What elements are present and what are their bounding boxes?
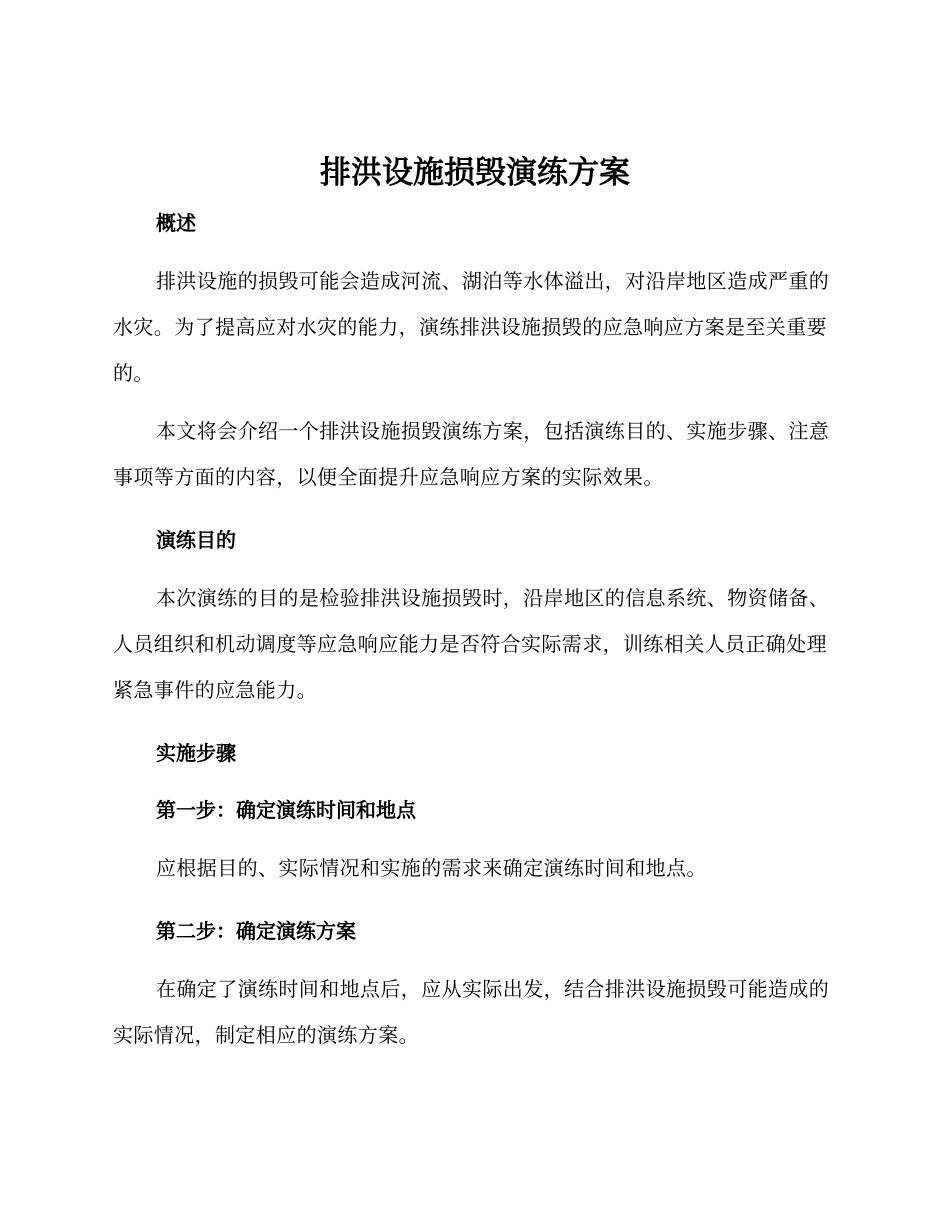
step-1-heading: 第一步：确定演练时间和地点 (156, 798, 416, 822)
section-heading-steps: 实施步骤 (156, 741, 236, 765)
step-1-paragraph: 应根据目的、实际情况和实施的需求来确定演练时间和地点。 (156, 856, 707, 880)
purpose-paragraph: 本次演练的目的是检验排洪设施损毁时，沿岸地区的信息系统、物资储备、人员组织和机动调度等应急响应能力是否符合实际需求，训练相关人员正确处理紧急事件的应急能力。 (113, 586, 830, 702)
document-page (113, 148, 837, 1058)
section-heading-purpose: 演练目的 (156, 528, 236, 552)
step-2-heading: 第二步：确定演练方案 (156, 919, 356, 943)
overview-paragraph-1: 排洪设施的损毁可能会造成河流、湖泊等水体溢出，对沿岸地区造成严重的水灾。为了提高应对水灾的能力，演练排洪设施损毁的应急响应方案是至关重要的。 (113, 269, 830, 385)
step-2-paragraph: 在确定了演练时间和地点后，应从实际出发，结合排洪设施损毁可能造成的实际情况，制定相应的演练方案。 (113, 977, 830, 1047)
overview-paragraph-2: 本文将会介绍一个排洪设施损毁演练方案，包括演练目的、实施步骤、注意事项等方面的内容，以便全面提升应急响应方案的实际效果。 (113, 419, 830, 489)
document-title: 排洪设施损毁演练方案 (320, 155, 630, 191)
section-heading-overview: 概述 (156, 211, 196, 235)
